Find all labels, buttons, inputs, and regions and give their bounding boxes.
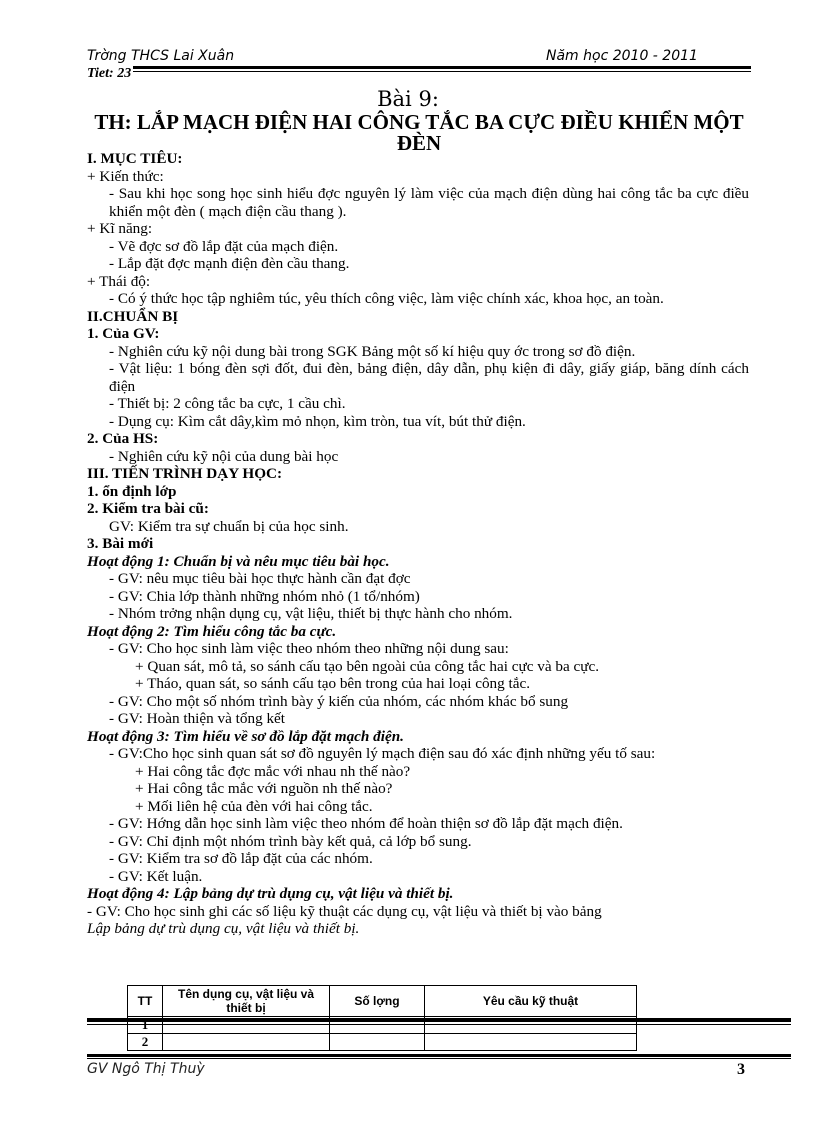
body-line: 2. Kiểm tra bài cũ: bbox=[87, 500, 209, 517]
body-line: - GV: Cho học sinh làm việc theo nhóm theo những nội dung sau: bbox=[109, 640, 509, 657]
header-rule-thin bbox=[87, 71, 751, 72]
body-line: - Thiết bị: 2 công tắc ba cực, 1 cầu chì. bbox=[109, 395, 346, 412]
footer-rule-thin bbox=[87, 1058, 791, 1059]
table-row bbox=[128, 1034, 637, 1051]
body-line: + Hai công tắc mắc với nguồn nh thế nào? bbox=[135, 780, 393, 797]
body-line: - Vật liệu: 1 bóng đèn sợi đốt, đui đèn, bảng điện, dây dẫn, phụ kiện đi dây, giấy giáp, băng dính cách điện bbox=[109, 360, 749, 395]
body-line: Hoạt động 1: Chuẩn bị và nêu mục tiêu bài học. bbox=[87, 552, 390, 570]
equipment-table bbox=[127, 985, 637, 1051]
table-cell bbox=[330, 1034, 425, 1051]
body-line: - Sau khi học song học sinh hiểu đợc nguyên lý làm việc của mạch điện dùng hai công tắc ba cực điều khiển một đèn ( mạch điện cầu thang ). bbox=[109, 185, 749, 220]
body-line: - GV: Cho học sinh ghi các số liệu kỹ thuật các dụng cụ, vật liệu và thiết bị vào bảng bbox=[87, 902, 602, 920]
table-cell bbox=[330, 1017, 425, 1034]
body-line: - GV: Cho một số nhóm trình bày ý kiến của nhóm, các nhóm khác bổ sung bbox=[109, 692, 569, 710]
lesson-number: Bài 9: bbox=[377, 87, 439, 111]
body-line: - GV: Kết luận. bbox=[109, 867, 203, 885]
body-line: 1. ổn định lớp bbox=[87, 482, 177, 500]
table-row bbox=[128, 1017, 637, 1034]
body-line: 2. Của HS: bbox=[87, 430, 159, 447]
body-line: + Kiến thức: bbox=[87, 167, 164, 185]
body-line: + Kĩ năng: bbox=[87, 220, 153, 237]
col-tt: TT bbox=[128, 986, 163, 1017]
footer-author: GV Ngô Thị Thuỳ bbox=[87, 1061, 205, 1077]
table-cell: 1 bbox=[128, 1017, 163, 1034]
body-line: - GV:Cho học sinh quan sát sơ đồ nguyên lý mạch điện sau đó xác định những yếu tố sau: bbox=[109, 745, 656, 762]
school-year: Năm học 2010 - 2011 bbox=[546, 48, 698, 64]
body-line: II.CHUẨN BỊ bbox=[87, 307, 179, 325]
body-line: - Lắp đặt đợc mạnh điện đèn cầu thang. bbox=[109, 255, 350, 272]
table-cell: 2 bbox=[128, 1034, 163, 1051]
body-line: + Tháo, quan sát, so sánh cấu tạo bên trong của hai loại công tắc. bbox=[135, 675, 531, 692]
col-qty: Số lợng bbox=[330, 986, 425, 1017]
body-line: - GV: Hoàn thiện và tổng kết bbox=[109, 710, 286, 727]
equipment-table-wrap bbox=[127, 985, 637, 1051]
body-line: - GV: Chia lớp thành những nhóm nhỏ (1 tổ/nhóm) bbox=[109, 587, 420, 605]
table-cell bbox=[425, 1034, 637, 1051]
body-line: III. TIẾN TRÌNH DẠY HỌC: bbox=[87, 465, 283, 482]
body-line: + Thái độ: bbox=[87, 272, 151, 290]
body-line: - Vẽ đợc sơ đồ lắp đặt của mạch điện. bbox=[109, 237, 339, 255]
body-line: I. MỤC TIÊU: bbox=[87, 150, 183, 167]
header-rule bbox=[87, 66, 751, 69]
table-cell bbox=[425, 1017, 637, 1034]
body-line: - Nghiên cứu kỹ nội của dung bài học bbox=[109, 447, 339, 465]
body-line: - Có ý thức học tập nghiêm túc, yêu thích công việc, làm việc chính xác, khoa học, an toàn. bbox=[109, 290, 664, 307]
body-line: + Hai công tắc đợc mắc với nhau nh thế nào? bbox=[135, 762, 411, 780]
body-line: Hoạt động 4: Lập bảng dự trù dụng cụ, vật liệu và thiết bị. bbox=[87, 885, 454, 902]
body-line: - GV: Chỉ định một nhóm trình bày kết quả, cả lớp bổ sung. bbox=[109, 832, 472, 850]
body-line: Hoạt động 2: Tìm hiểu công tắc ba cực. bbox=[87, 622, 337, 640]
body-line: - GV: nêu mục tiêu bài học thực hành cần đạt đợc bbox=[109, 570, 411, 587]
col-name: Tên dụng cụ, vật liệu và thiết bị bbox=[163, 986, 330, 1017]
body-line: Lập bảng dự trù dụng cụ, vật liệu và thiết bị. bbox=[87, 920, 360, 937]
body-line: - GV: Kiểm tra sơ đồ lắp đặt của các nhóm. bbox=[109, 850, 373, 867]
body-line: Hoạt động 3: Tìm hiểu về sơ đồ lắp đặt mạch điện. bbox=[87, 727, 404, 745]
body-line: GV: Kiểm tra sự chuẩn bị của học sinh. bbox=[109, 517, 349, 535]
body-line: + Quan sát, mô tả, so sánh cấu tạo bên ngoài của công tắc hai cực và ba cực. bbox=[135, 657, 600, 675]
period-label: Tiet: 23 bbox=[87, 66, 132, 81]
page-number: 3 bbox=[737, 1061, 745, 1078]
school-name: Trờng THCS Lai Xuân bbox=[87, 48, 235, 64]
body-line: - Nhóm trởng nhận dụng cụ, vật liệu, thiết bị thực hành cho nhóm. bbox=[109, 605, 513, 622]
lesson-body bbox=[87, 150, 749, 938]
body-line: - Dụng cụ: Kìm cắt dây,kìm mỏ nhọn, kìm tròn, tua vít, bút thử điện. bbox=[109, 412, 526, 430]
lesson-title: TH: LẮP MẠCH ĐIỆN HAI CÔNG TẮC BA CỰC ĐIỀU KHIỂN MỘT ĐÈN bbox=[94, 110, 744, 155]
footer-rule-thick bbox=[87, 1054, 791, 1057]
body-line: - Nghiên cứu kỹ nội dung bài trong SGK Bảng một số kí hiệu quy ớc trong sơ đồ điện. bbox=[109, 342, 636, 360]
body-line: 1. Của GV: bbox=[87, 325, 160, 342]
body-line: - GV: Hớng dẫn học sinh làm việc theo nhóm để hoàn thiện sơ đồ lắp đặt mạch điện. bbox=[109, 815, 623, 832]
table-cell bbox=[163, 1017, 330, 1034]
table-cell bbox=[163, 1034, 330, 1051]
body-line: + Mối liên hệ của đèn với hai công tắc. bbox=[135, 797, 373, 815]
body-line: 3. Bài mới bbox=[87, 535, 154, 552]
col-req: Yêu cầu kỹ thuật bbox=[425, 986, 637, 1017]
